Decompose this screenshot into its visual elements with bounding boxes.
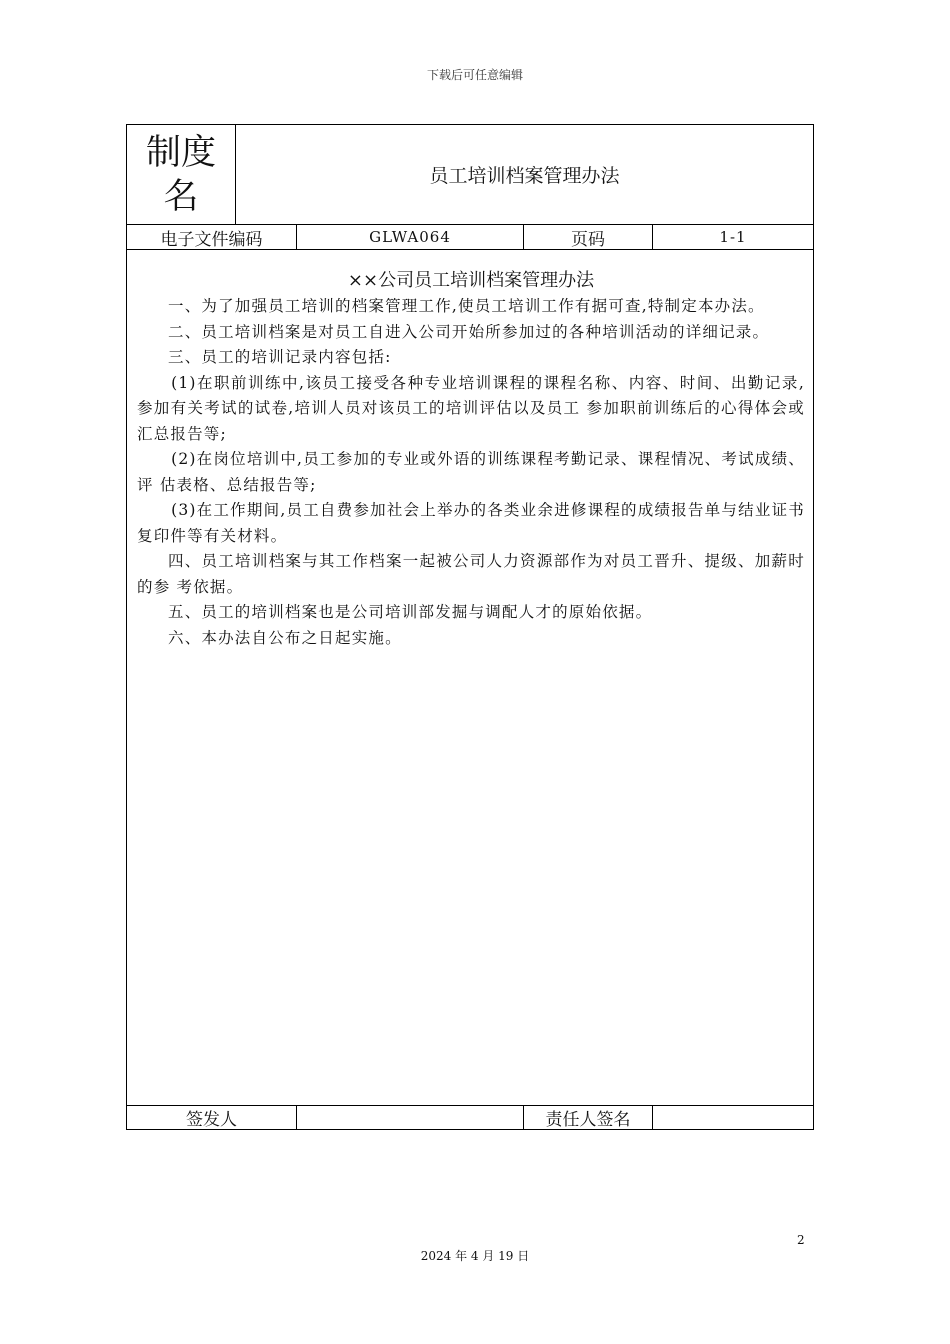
- responsible-label: 责任人签名: [524, 1106, 653, 1129]
- paragraph: 五、员工的培训档案也是公司培训部发掘与调配人才的原始依据。: [168, 603, 653, 621]
- document-table: [126, 124, 814, 1130]
- file-code-value: GLWA064: [297, 225, 524, 249]
- paragraph: 四、员工培训档案与其工作档案一起被公司人力资源部作为对员工晋升、提级、加薪时的参 考依据。: [137, 552, 805, 596]
- paragraph: 三、员工的培训记录内容包括:: [168, 348, 392, 366]
- title-row: [127, 125, 813, 225]
- paragraph: 一、为了加强员工培训的档案管理工作,使员工培训工作有据可查,特制定本办法。: [168, 297, 765, 315]
- paragraph: 六、本办法自公布之日起实施。: [168, 628, 402, 647]
- paragraph: 二、员工培训档案是对员工自进入公司开始所参加过的各种培训活动的详细记录。: [168, 322, 770, 341]
- responsible-signature-field[interactable]: [653, 1106, 813, 1129]
- signer-label: 签发人: [127, 1106, 297, 1129]
- document-title: 员工培训档案管理办法: [429, 165, 620, 187]
- page-label: 页码: [524, 225, 653, 249]
- name-label-cell: [127, 125, 236, 224]
- body-title: ××公司员工培训档案管理办法: [347, 270, 595, 291]
- content-area: [127, 250, 813, 1105]
- paragraph: (2)在岗位培训中,员工参加的专业或外语的训练课程考勤记录、课程情况、考试成绩、评 估表格、总结报告等;: [137, 450, 805, 494]
- page-number: 2: [797, 1233, 805, 1247]
- page-value: 1-1: [719, 228, 747, 246]
- code-row: [127, 225, 813, 250]
- paragraph: (3)在工作期间,员工自费参加社会上举办的各类业余进修课程的成绩报告单与结业证书 复印件等有关材料。: [137, 501, 805, 545]
- header-note: 下载后可任意编辑: [426, 68, 523, 82]
- body-text: [137, 268, 805, 651]
- name-label: 制度名: [145, 132, 216, 217]
- footer-date: 2024 年 4 月 19 日: [420, 1249, 530, 1263]
- signer-field[interactable]: [297, 1106, 524, 1129]
- file-code-label: 电子文件编码: [127, 225, 297, 249]
- paragraph: (1)在职前训练中,该员工接受各种专业培训课程的课程名称、内容、时间、出勤记录,参加有关考试的试卷,培训人员对该员工的培训评估以及员工 参加职前训练后的心得体会或汇总报告等;: [137, 373, 805, 443]
- signature-row: [127, 1105, 813, 1129]
